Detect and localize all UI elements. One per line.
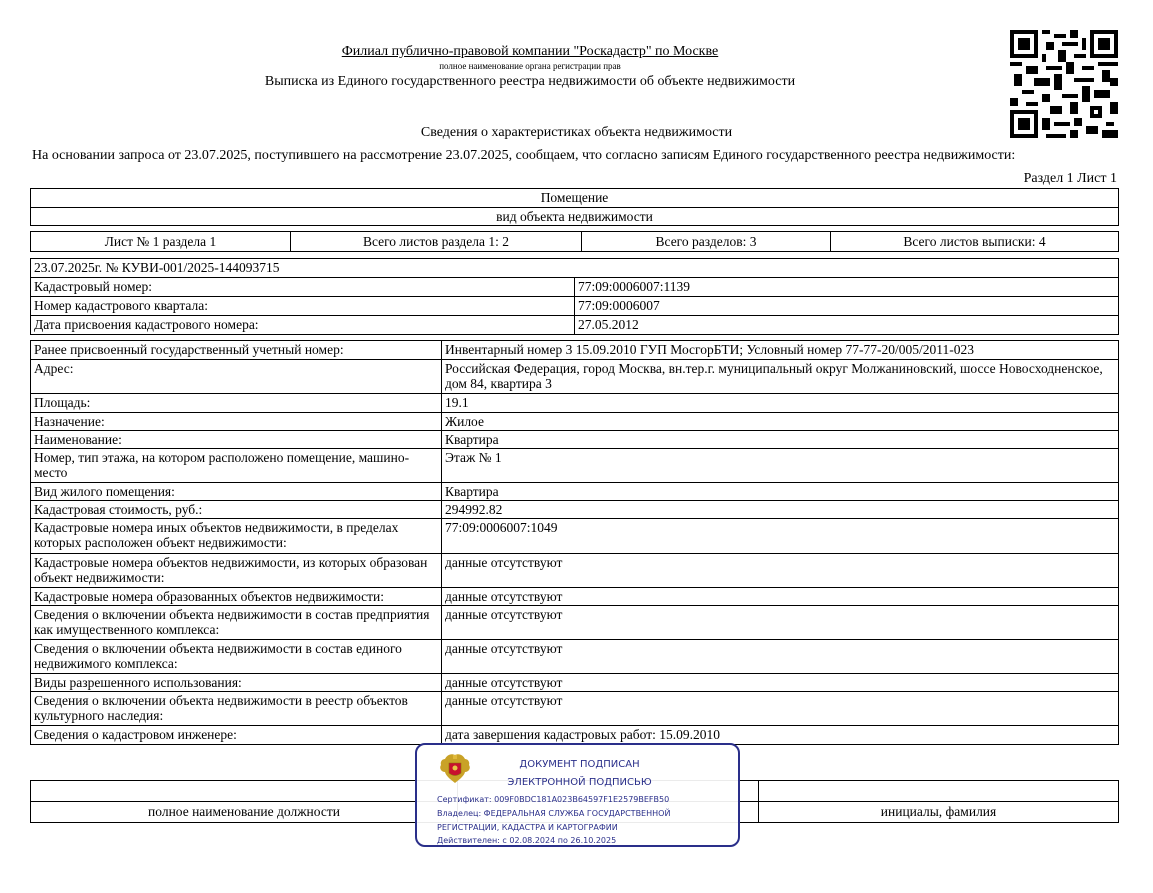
row-value: 294992.82 [442, 501, 1119, 519]
intro-text: На основании запроса от 23.07.2025, поступившего на рассмотрение 23.07.2025, сообщаем, что согласно записям Единого государственного реестра недвижимости: [32, 148, 1016, 163]
sheet-number: Лист № 1 раздела 1 [31, 232, 291, 252]
row-value: 77:09:0006007:1049 [442, 519, 1119, 554]
row-value: Квартира [442, 483, 1119, 501]
row-value: Этаж № 1 [442, 449, 1119, 483]
table-row [31, 501, 1119, 519]
table-row [31, 519, 1119, 554]
row-value: данные отсутствуют [442, 640, 1119, 674]
row-value: 19.1 [442, 394, 1119, 413]
table-row [31, 674, 1119, 692]
row-label: Наименование: [31, 431, 442, 449]
qr-code-icon [1010, 30, 1118, 138]
cadastral-table [30, 258, 1119, 335]
stamp-line-1: ДОКУМЕНТ ПОДПИСАН [519, 759, 640, 770]
section-sheet-label: Раздел 1 Лист 1 [1023, 171, 1117, 186]
table-row [31, 394, 1119, 413]
total-extract-sheets: Всего листов выписки: 4 [831, 232, 1119, 252]
row-label: Кадастровые номера объектов недвижимости, из которых образован объект недвижимости: [31, 554, 442, 588]
table-row [31, 483, 1119, 501]
row-value: данные отсутствуют [442, 588, 1119, 606]
row-value: данные отсутствуют [442, 674, 1119, 692]
table-row [31, 341, 1119, 360]
row-value: данные отсутствуют [442, 606, 1119, 640]
stamp-owner-2: РЕГИСТРАЦИИ, КАДАСТРА И КАРТОГРАФИИ [437, 823, 618, 832]
row-value: Жилое [442, 413, 1119, 431]
row-label: Сведения о включении объекта недвижимости в состав единого недвижимого комплекса: [31, 640, 442, 674]
table-row [31, 431, 1119, 449]
table-row [31, 316, 1119, 335]
stamp-line-2: ЭЛЕКТРОННОЙ ПОДПИСЬЮ [507, 777, 652, 788]
object-type-table [30, 188, 1119, 226]
row-value: 27.05.2012 [575, 316, 1119, 335]
row-label: Кадастровая стоимость, руб.: [31, 501, 442, 519]
position-cell [31, 781, 458, 802]
org-name-caption: полное наименование органа регистрации прав [439, 61, 621, 71]
table-row [31, 640, 1119, 674]
table-row [31, 360, 1119, 394]
stamp-certificate: Сертификат: 009F0BDC181A023B64597F1E2579BEFB50 [437, 795, 670, 804]
object-type-caption: вид объекта недвижимости [31, 208, 1119, 226]
characteristics-table [30, 340, 1119, 745]
table-row [31, 606, 1119, 640]
org-name: Филиал публично-правовой компании "Роскадастр" по Москве [341, 44, 719, 59]
row-label: Адрес: [31, 360, 442, 394]
stamp-validity: Действителен: с 02.08.2024 по 26.10.2025 [437, 836, 617, 845]
row-label: Номер кадастрового квартала: [31, 297, 575, 316]
table-row [31, 413, 1119, 431]
electronic-signature-stamp [415, 743, 740, 847]
table-row [31, 692, 1119, 726]
stamp-owner-1: Владелец: ФЕДЕРАЛЬНАЯ СЛУЖБА ГОСУДАРСТВЕННОЙ [437, 809, 671, 818]
table-row [31, 297, 1119, 316]
row-value: данные отсутствуют [442, 554, 1119, 588]
row-label: Ранее присвоенный государственный учетный номер: [31, 341, 442, 360]
total-sections: Всего разделов: 3 [582, 232, 831, 252]
position-caption: полное наименование должности [31, 802, 458, 823]
row-value: дата завершения кадастровых работ: 15.09.2010 [442, 726, 1119, 745]
row-label: Виды разрешенного использования: [31, 674, 442, 692]
table-row [31, 588, 1119, 606]
table-row [31, 278, 1119, 297]
extract-reference: 23.07.2025г. № КУВИ-001/2025-144093715 [31, 259, 1119, 278]
table-row [31, 554, 1119, 588]
row-value: данные отсутствуют [442, 692, 1119, 726]
section-title: Сведения о характеристиках объекта недвижимости [420, 125, 733, 140]
row-label: Сведения о включении объекта недвижимости в состав предприятия как имущественного комплекса: [31, 606, 442, 640]
row-label: Кадастровые номера иных объектов недвижимости, в пределах которых расположен объект недвижимости: [31, 519, 442, 554]
row-value: 77:09:0006007 [575, 297, 1119, 316]
row-label: Дата присвоения кадастрового номера: [31, 316, 575, 335]
row-label: Площадь: [31, 394, 442, 413]
row-label: Номер, тип этажа, на котором расположено помещение, машино-место [31, 449, 442, 483]
row-label: Сведения о кадастровом инженере: [31, 726, 442, 745]
row-label: Сведения о включении объекта недвижимости в реестр объектов культурного наследия: [31, 692, 442, 726]
table-row [31, 449, 1119, 483]
row-label: Кадастровые номера образованных объектов недвижимости: [31, 588, 442, 606]
name-caption: инициалы, фамилия [759, 802, 1119, 823]
row-label: Назначение: [31, 413, 442, 431]
row-label: Кадастровый номер: [31, 278, 575, 297]
row-value: Инвентарный номер 3 15.09.2010 ГУП МосгорБТИ; Условный номер 77-77-20/005/2011-023 [442, 341, 1119, 360]
document-title: Выписка из Единого государственного реестра недвижимости об объекте недвижимости [264, 74, 796, 89]
table-row [31, 726, 1119, 745]
object-type: Помещение [31, 189, 1119, 208]
name-cell [759, 781, 1119, 802]
total-section-sheets: Всего листов раздела 1: 2 [291, 232, 582, 252]
row-value: Квартира [442, 431, 1119, 449]
row-label: Вид жилого помещения: [31, 483, 442, 501]
row-value: 77:09:0006007:1139 [575, 278, 1119, 297]
row-value: Российская Федерация, город Москва, вн.тер.г. муниципальный округ Молжаниновский, шоссе Новосходненское, дом 84, квартира 3 [442, 360, 1119, 394]
sheets-table [30, 231, 1119, 252]
